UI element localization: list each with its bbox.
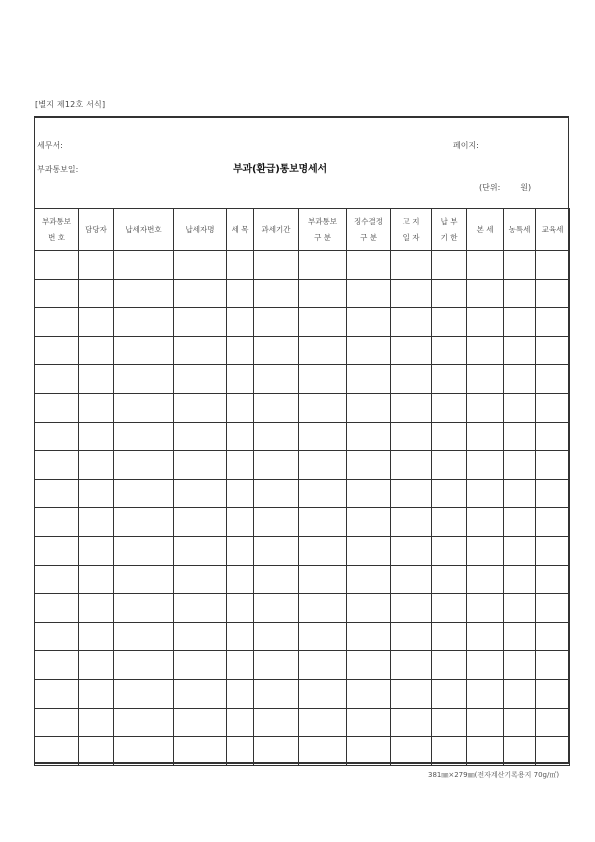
table-cell: [35, 451, 79, 480]
table-cell: [35, 622, 79, 651]
table-cell: [35, 479, 79, 508]
column-header-line2: 구 분: [314, 232, 331, 242]
table-cell: [536, 279, 570, 308]
table-cell: [227, 451, 254, 480]
column-header: [391, 209, 432, 251]
table-cell: [35, 393, 79, 422]
table-cell: [79, 565, 114, 594]
column-header-line2: 기 한: [440, 232, 458, 242]
table-cell: [299, 479, 347, 508]
table-cell: [254, 365, 299, 394]
table-cell: [35, 279, 79, 308]
table-cell: [299, 422, 347, 451]
table-cell: [391, 508, 432, 537]
table-cell: [79, 651, 114, 680]
table-cell: [299, 451, 347, 480]
table-cell: [504, 479, 536, 508]
table-cell: [114, 622, 174, 651]
table-cell: [174, 737, 227, 766]
table-cell: [79, 708, 114, 737]
table-cell: [432, 251, 467, 280]
table-cell: [174, 251, 227, 280]
table-cell: [467, 279, 504, 308]
table-cell: [254, 536, 299, 565]
table-cell: [35, 422, 79, 451]
table-cell: [347, 708, 391, 737]
table-row: [35, 393, 570, 422]
table-cell: [79, 422, 114, 451]
table-cell: [254, 708, 299, 737]
table-cell: [536, 708, 570, 737]
table-cell: [467, 479, 504, 508]
table-cell: [504, 565, 536, 594]
table-cell: [79, 536, 114, 565]
table-cell: [347, 737, 391, 766]
table-cell: [114, 451, 174, 480]
table-row: [35, 508, 570, 537]
table-cell: [174, 365, 227, 394]
table-cell: [79, 365, 114, 394]
column-header-line1: 본 세: [476, 224, 494, 234]
table-cell: [536, 393, 570, 422]
table-cell: [299, 651, 347, 680]
column-header-line1: 담당자: [85, 224, 107, 234]
table-cell: [35, 365, 79, 394]
table-cell: [432, 565, 467, 594]
column-header-line1: 세 목: [231, 224, 249, 234]
table-cell: [254, 279, 299, 308]
table-cell: [467, 508, 504, 537]
table-cell: [227, 308, 254, 337]
table-cell: [174, 651, 227, 680]
table-cell: [79, 308, 114, 337]
table-cell: [79, 336, 114, 365]
table-cell: [254, 508, 299, 537]
table-cell: [299, 594, 347, 623]
column-header-line1: 교육세: [541, 224, 564, 234]
table-cell: [536, 737, 570, 766]
table-cell: [227, 336, 254, 365]
table-cell: [299, 737, 347, 766]
table-cell: [79, 508, 114, 537]
column-header-line2: 일 자: [402, 232, 420, 242]
table-cell: [227, 365, 254, 394]
table-cell: [174, 336, 227, 365]
table-row: [35, 565, 570, 594]
table-cell: [467, 365, 504, 394]
column-header-line1: 과세기간: [261, 224, 291, 234]
table-cell: [347, 622, 391, 651]
table-cell: [174, 479, 227, 508]
table-row: [35, 651, 570, 680]
table-cell: [391, 594, 432, 623]
table-cell: [174, 679, 227, 708]
table-cell: [254, 422, 299, 451]
table-cell: [347, 422, 391, 451]
table-cell: [299, 679, 347, 708]
table-cell: [432, 737, 467, 766]
table-cell: [391, 479, 432, 508]
table-row: [35, 279, 570, 308]
table-cell: [347, 508, 391, 537]
unit-value: 원): [520, 183, 532, 192]
table-cell: [254, 451, 299, 480]
table-cell: [79, 594, 114, 623]
table-cell: [35, 508, 79, 537]
table-cell: [347, 651, 391, 680]
table-cell: [35, 536, 79, 565]
page-label: 페이지:: [453, 141, 479, 150]
table-row: [35, 308, 570, 337]
form-frame: [34, 116, 569, 764]
table-cell: [79, 737, 114, 766]
table-cell: [536, 479, 570, 508]
table-row: [35, 737, 570, 766]
table-cell: [79, 679, 114, 708]
column-header: [174, 209, 227, 251]
table-cell: [174, 393, 227, 422]
table-cell: [504, 308, 536, 337]
column-header: [536, 209, 570, 251]
table-cell: [114, 594, 174, 623]
table-row: [35, 536, 570, 565]
table-cell: [504, 251, 536, 280]
table-cell: [467, 451, 504, 480]
table-cell: [299, 279, 347, 308]
table-cell: [467, 679, 504, 708]
table-cell: [467, 651, 504, 680]
column-header: [504, 209, 536, 251]
table-cell: [227, 279, 254, 308]
table-row: [35, 451, 570, 480]
table-cell: [254, 679, 299, 708]
table-cell: [174, 565, 227, 594]
table-cell: [254, 308, 299, 337]
table-cell: [114, 251, 174, 280]
table-cell: [227, 651, 254, 680]
table-cell: [254, 251, 299, 280]
table-cell: [536, 336, 570, 365]
table-cell: [347, 308, 391, 337]
table-cell: [391, 679, 432, 708]
table-cell: [504, 651, 536, 680]
table-cell: [114, 679, 174, 708]
table-cell: [432, 422, 467, 451]
table-cell: [467, 336, 504, 365]
table-cell: [432, 336, 467, 365]
column-header-line1: 부과통보: [308, 216, 337, 226]
table-cell: [227, 679, 254, 708]
table-cell: [536, 251, 570, 280]
column-header: [35, 209, 79, 251]
table-cell: [254, 737, 299, 766]
table-cell: [432, 365, 467, 394]
table-cell: [504, 737, 536, 766]
table-cell: [467, 737, 504, 766]
table-cell: [391, 651, 432, 680]
table-cell: [299, 308, 347, 337]
column-header: [227, 209, 254, 251]
table-cell: [174, 622, 227, 651]
table-cell: [299, 365, 347, 394]
table-row: [35, 365, 570, 394]
table-cell: [347, 365, 391, 394]
table-cell: [114, 308, 174, 337]
table-cell: [299, 536, 347, 565]
table-cell: [79, 479, 114, 508]
table-cell: [35, 565, 79, 594]
table-cell: [391, 365, 432, 394]
table-cell: [504, 536, 536, 565]
table-cell: [35, 336, 79, 365]
table-cell: [432, 308, 467, 337]
table-cell: [432, 536, 467, 565]
table-cell: [254, 565, 299, 594]
table-cell: [254, 393, 299, 422]
notice-table: [34, 208, 570, 766]
table-cell: [391, 251, 432, 280]
table-cell: [35, 251, 79, 280]
table-cell: [467, 536, 504, 565]
table-cell: [504, 594, 536, 623]
column-header: [467, 209, 504, 251]
table-cell: [504, 279, 536, 308]
table-row: [35, 594, 570, 623]
table-cell: [347, 536, 391, 565]
table-cell: [114, 365, 174, 394]
table-cell: [536, 365, 570, 394]
table-cell: [536, 508, 570, 537]
table-cell: [347, 451, 391, 480]
column-header-line1: 납 부: [440, 216, 458, 226]
form-code: [별지 제12호 서식]: [35, 100, 106, 109]
column-header-line2: 번 호: [48, 232, 65, 242]
table-cell: [299, 708, 347, 737]
table-cell: [504, 422, 536, 451]
column-header-line1: 징수결정: [354, 216, 383, 226]
table-cell: [536, 651, 570, 680]
table-cell: [432, 479, 467, 508]
table-cell: [254, 651, 299, 680]
table-cell: [536, 679, 570, 708]
table-cell: [114, 536, 174, 565]
table-cell: [432, 622, 467, 651]
table-cell: [174, 422, 227, 451]
table-cell: [79, 451, 114, 480]
table-cell: [347, 279, 391, 308]
column-header: [79, 209, 114, 251]
table-cell: [114, 508, 174, 537]
table-cell: [35, 594, 79, 623]
page-title: 부과(환급)통보명세서: [233, 164, 327, 175]
table-cell: [299, 393, 347, 422]
table-cell: [391, 279, 432, 308]
table-cell: [227, 508, 254, 537]
table-row: [35, 479, 570, 508]
table-cell: [504, 508, 536, 537]
column-header: [432, 209, 467, 251]
table-cell: [432, 651, 467, 680]
table-cell: [114, 737, 174, 766]
table-cell: [391, 336, 432, 365]
table-cell: [504, 365, 536, 394]
table-cell: [114, 708, 174, 737]
table-row: [35, 422, 570, 451]
table-cell: [227, 737, 254, 766]
table-cell: [347, 594, 391, 623]
table-cell: [227, 393, 254, 422]
table-cell: [504, 393, 536, 422]
column-header-line2: 구 분: [360, 232, 377, 242]
table-cell: [347, 251, 391, 280]
table-cell: [35, 679, 79, 708]
table-cell: [536, 422, 570, 451]
table-cell: [391, 737, 432, 766]
table-cell: [504, 622, 536, 651]
table-cell: [536, 594, 570, 623]
table-cell: [174, 308, 227, 337]
table-cell: [254, 622, 299, 651]
table-cell: [227, 565, 254, 594]
table-cell: [174, 708, 227, 737]
table-cell: [467, 251, 504, 280]
table-cell: [227, 536, 254, 565]
table-cell: [391, 422, 432, 451]
table-cell: [227, 479, 254, 508]
table-cell: [79, 251, 114, 280]
table-row: [35, 708, 570, 737]
table-cell: [299, 251, 347, 280]
table-cell: [432, 708, 467, 737]
table-cell: [504, 708, 536, 737]
tax-office-label: 세무서:: [37, 141, 63, 150]
table-row: [35, 679, 570, 708]
table-cell: [114, 479, 174, 508]
column-header-line1: 납세자명: [185, 224, 215, 234]
table-cell: [299, 565, 347, 594]
table-cell: [35, 708, 79, 737]
table-cell: [391, 536, 432, 565]
table-cell: [35, 651, 79, 680]
table-cell: [227, 422, 254, 451]
table-cell: [432, 393, 467, 422]
table-cell: [467, 594, 504, 623]
table-cell: [174, 508, 227, 537]
table-cell: [467, 708, 504, 737]
table-cell: [391, 708, 432, 737]
table-cell: [114, 422, 174, 451]
table-row: [35, 336, 570, 365]
table-cell: [347, 565, 391, 594]
table-cell: [227, 708, 254, 737]
table-cell: [299, 508, 347, 537]
table-cell: [347, 679, 391, 708]
table-cell: [391, 622, 432, 651]
table-cell: [79, 622, 114, 651]
table-cell: [467, 622, 504, 651]
table-row: [35, 622, 570, 651]
unit-label: (단위:: [479, 183, 501, 192]
table-cell: [467, 308, 504, 337]
table-cell: [467, 422, 504, 451]
table-cell: [391, 451, 432, 480]
column-header: [299, 209, 347, 251]
table-row: [35, 251, 570, 280]
table-cell: [254, 479, 299, 508]
table-cell: [174, 279, 227, 308]
column-header: [114, 209, 174, 251]
table-cell: [79, 279, 114, 308]
column-header-line1: 납세자번호: [125, 224, 162, 234]
table-cell: [227, 594, 254, 623]
table-cell: [536, 308, 570, 337]
table-cell: [114, 565, 174, 594]
table-cell: [432, 594, 467, 623]
table-cell: [504, 451, 536, 480]
column-header-line1: 농특세: [508, 224, 531, 234]
table-cell: [299, 622, 347, 651]
table-cell: [114, 393, 174, 422]
table-cell: [35, 737, 79, 766]
unit-note: [479, 182, 531, 193]
table-cell: [79, 393, 114, 422]
table-cell: [114, 651, 174, 680]
column-header: [347, 209, 391, 251]
table-cell: [432, 279, 467, 308]
table-cell: [432, 451, 467, 480]
table-cell: [227, 622, 254, 651]
table-cell: [114, 279, 174, 308]
table-cell: [432, 508, 467, 537]
table-cell: [391, 308, 432, 337]
table-cell: [35, 308, 79, 337]
table-cell: [347, 336, 391, 365]
table-cell: [347, 479, 391, 508]
table-cell: [227, 251, 254, 280]
table-cell: [536, 536, 570, 565]
table-cell: [536, 451, 570, 480]
table-cell: [174, 536, 227, 565]
table-cell: [391, 393, 432, 422]
column-header: [254, 209, 299, 251]
table-cell: [467, 393, 504, 422]
table-cell: [467, 565, 504, 594]
column-header-line1: 고 지: [402, 216, 420, 226]
table-cell: [114, 336, 174, 365]
table-cell: [174, 451, 227, 480]
table-cell: [504, 336, 536, 365]
table-cell: [254, 594, 299, 623]
table-cell: [536, 622, 570, 651]
table-cell: [391, 565, 432, 594]
header-row: [35, 209, 570, 251]
column-header-line1: 부과통보: [42, 216, 71, 226]
table-cell: [299, 336, 347, 365]
paper-spec-footer: 381㎜×279㎜(전자계산기록용지 70g/㎡): [428, 771, 560, 779]
table-cell: [347, 393, 391, 422]
table-cell: [174, 594, 227, 623]
notice-date-label: 부과통보일:: [37, 165, 79, 174]
table-cell: [536, 565, 570, 594]
table-cell: [254, 336, 299, 365]
table-cell: [504, 679, 536, 708]
table-cell: [432, 679, 467, 708]
